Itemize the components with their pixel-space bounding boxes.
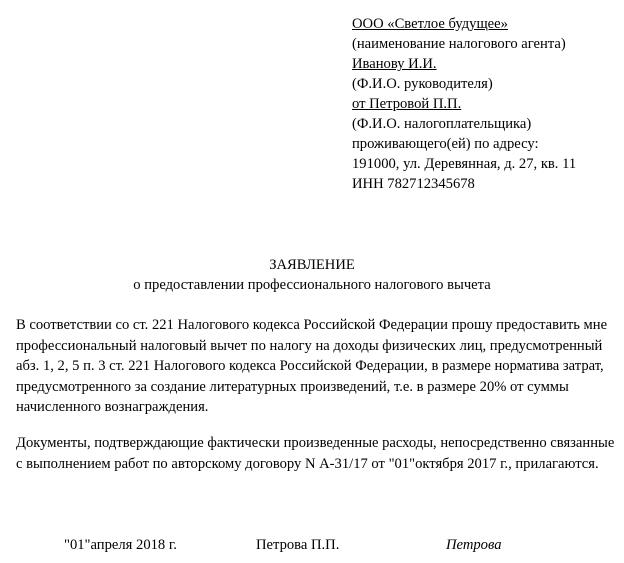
document-title: ЗАЯВЛЕНИЕ [269,257,355,273]
signature: Петрова [446,537,502,553]
paragraph-request [16,315,616,418]
company-name: ООО «Светлое будущее» [352,16,508,32]
signing-date: "01"апреля 2018 г. [64,537,177,553]
signer-name: Петрова П.П. [256,537,340,553]
paragraph-line: с выполнением работ по авторскому договору N А-31/17 от "01"октября 2017 г., прилагаются. [16,455,599,472]
residing-label: проживающего(ей) по адресу: [352,136,539,152]
paragraph-line: Документы, подтверждающие фактически произведенные расходы, непосредственно связанные [16,435,615,451]
paragraph-line: начисленного вознаграждения. [16,399,209,415]
company-note: (наименование налогового агента) [352,36,566,52]
applicant-name: от Петровой П.П. [352,96,462,112]
applicant-inn: ИНН 782712345678 [352,176,475,192]
paragraph-attachments [16,433,616,474]
paragraph-line: абз. 1, 2, 5 п. 3 ст. 221 Налогового кодекса Российской Федерации, в размере норматива затрат, [16,358,604,374]
document-subtitle: о предоставлении профессионального налогового вычета [133,277,491,293]
director-note: (Ф.И.О. руководителя) [352,76,493,92]
paragraph-line: В соответствии со ст. 221 Налогового кодекса Российской Федерации прошу предоставить мне [16,317,608,333]
paragraph-line: профессиональный налоговый вычет по налогу на доходы физических лиц, предусмотренный [16,337,603,354]
applicant-note: (Ф.И.О. налогоплательщика) [352,116,532,132]
director-name: Иванову И.И. [352,56,437,72]
applicant-address: 191000, ул. Деревянная, д. 27, кв. 11 [352,156,577,172]
paragraph-line: предусмотренного за создание литературных произведений, т.е. в размере 20% от суммы [16,378,569,395]
